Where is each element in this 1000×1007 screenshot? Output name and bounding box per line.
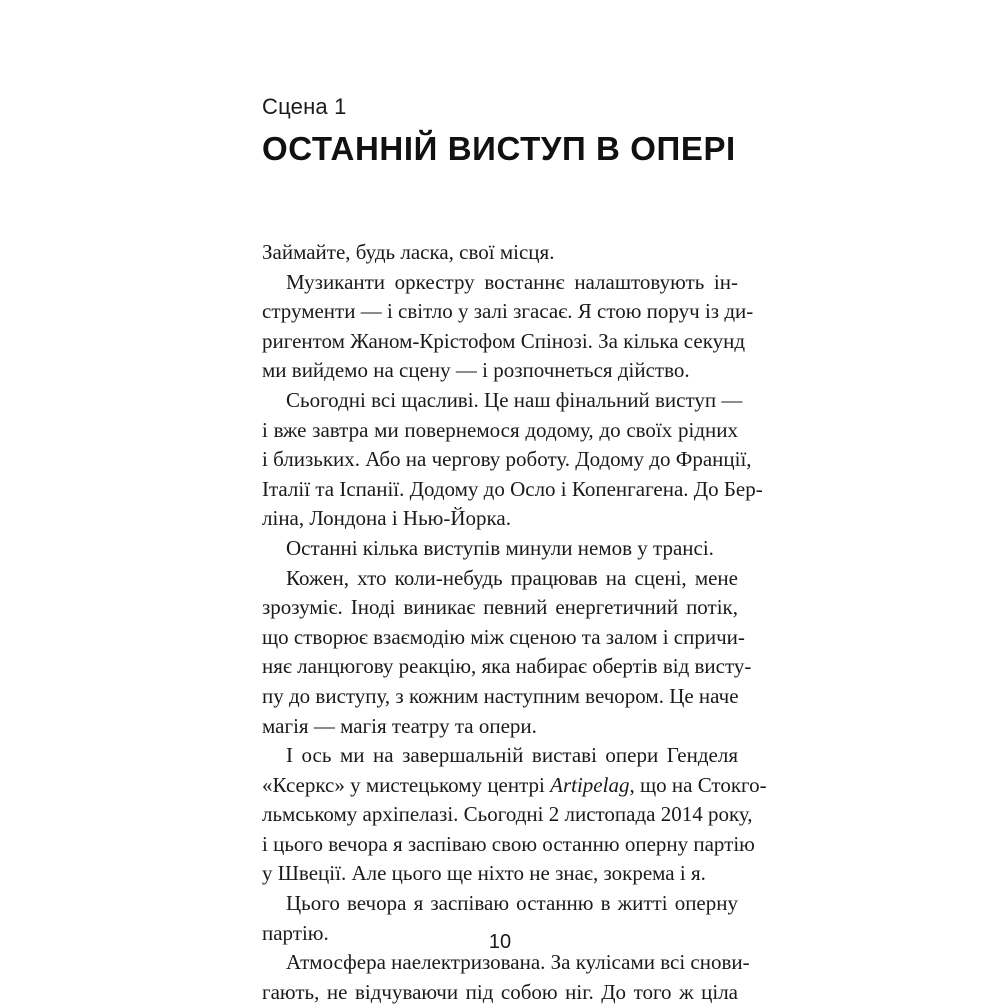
text-line: і цього вечора я заспіваю свою останню оперну партію (262, 831, 755, 856)
text-line: партію. (262, 920, 329, 945)
text-line: Цього вечора я заспіваю останню в житті оперну (286, 891, 738, 916)
text-line: що створює взаємодію між сценою та залом і спричи- (262, 624, 745, 649)
text-line: ми вийдемо на сцену — і розпочнеться дійство. (262, 358, 690, 383)
text-line-with-italic: «Ксеркс» у мистецькому центрі Artipelag, що на Стокго- (262, 772, 767, 797)
text-line: і близьких. Або на чергову роботу. Додому до Франції, (262, 447, 752, 472)
text-line: льмському архіпелазі. Сьогодні 2 листопада 2014 року, (262, 802, 753, 827)
text-line: зрозуміє. Іноді виникає певний енергетичний потік, (262, 595, 738, 620)
chapter-title: ОСТАННІЙ ВИСТУП В ОПЕРІ (262, 130, 736, 167)
text-line: няє ланцюгову реакцію, яка набирає обертів від висту- (262, 654, 752, 679)
text-line: у Швеції. Але цього ще ніхто не знає, зокрема і я. (262, 861, 706, 886)
text-line: і вже завтра ми повернемося додому, до своїх рідних (262, 417, 738, 442)
text-line: струменти — і світло у залі згасає. Я стою поруч із ди- (262, 299, 754, 324)
text-line: магія — магія театру та опери. (262, 713, 537, 738)
text-line: гають, не відчуваючи під собою ніг. До того ж ціла (262, 979, 738, 1004)
text-line: Італії та Іспанії. Додому до Осло і Копенгагена. До Бер- (262, 476, 763, 501)
text-line: Атмосфера наелектризована. За кулісами всі снови- (286, 950, 750, 975)
text-line: ліна, Лондона і Нью-Йорка. (262, 506, 511, 531)
text-line: Музиканти оркестру востаннє налаштовують ін- (286, 269, 738, 294)
page-number: 10 (488, 931, 512, 953)
text-line: Сьогодні всі щасливі. Це наш фінальний виступ — (286, 387, 743, 412)
text-line: Кожен, хто коли-небудь працював на сцені, мене (286, 565, 738, 590)
body-text (262, 238, 767, 1007)
text-line: І ось ми на завершальній виставі опери Генделя (286, 743, 738, 768)
text-line: ригентом Жаном-Крістофом Спінозі. За кілька секунд (262, 328, 746, 353)
text-line: Останні кілька виступів минули немов у трансі. (286, 535, 714, 560)
italic-place-name: Artipelag (550, 772, 630, 797)
scene-label: Сцена 1 (262, 94, 347, 119)
text-line: Займайте, будь ласка, свої місця. (262, 240, 555, 264)
text-line: пу до виступу, з кожним наступним вечором. Це наче (262, 683, 739, 708)
